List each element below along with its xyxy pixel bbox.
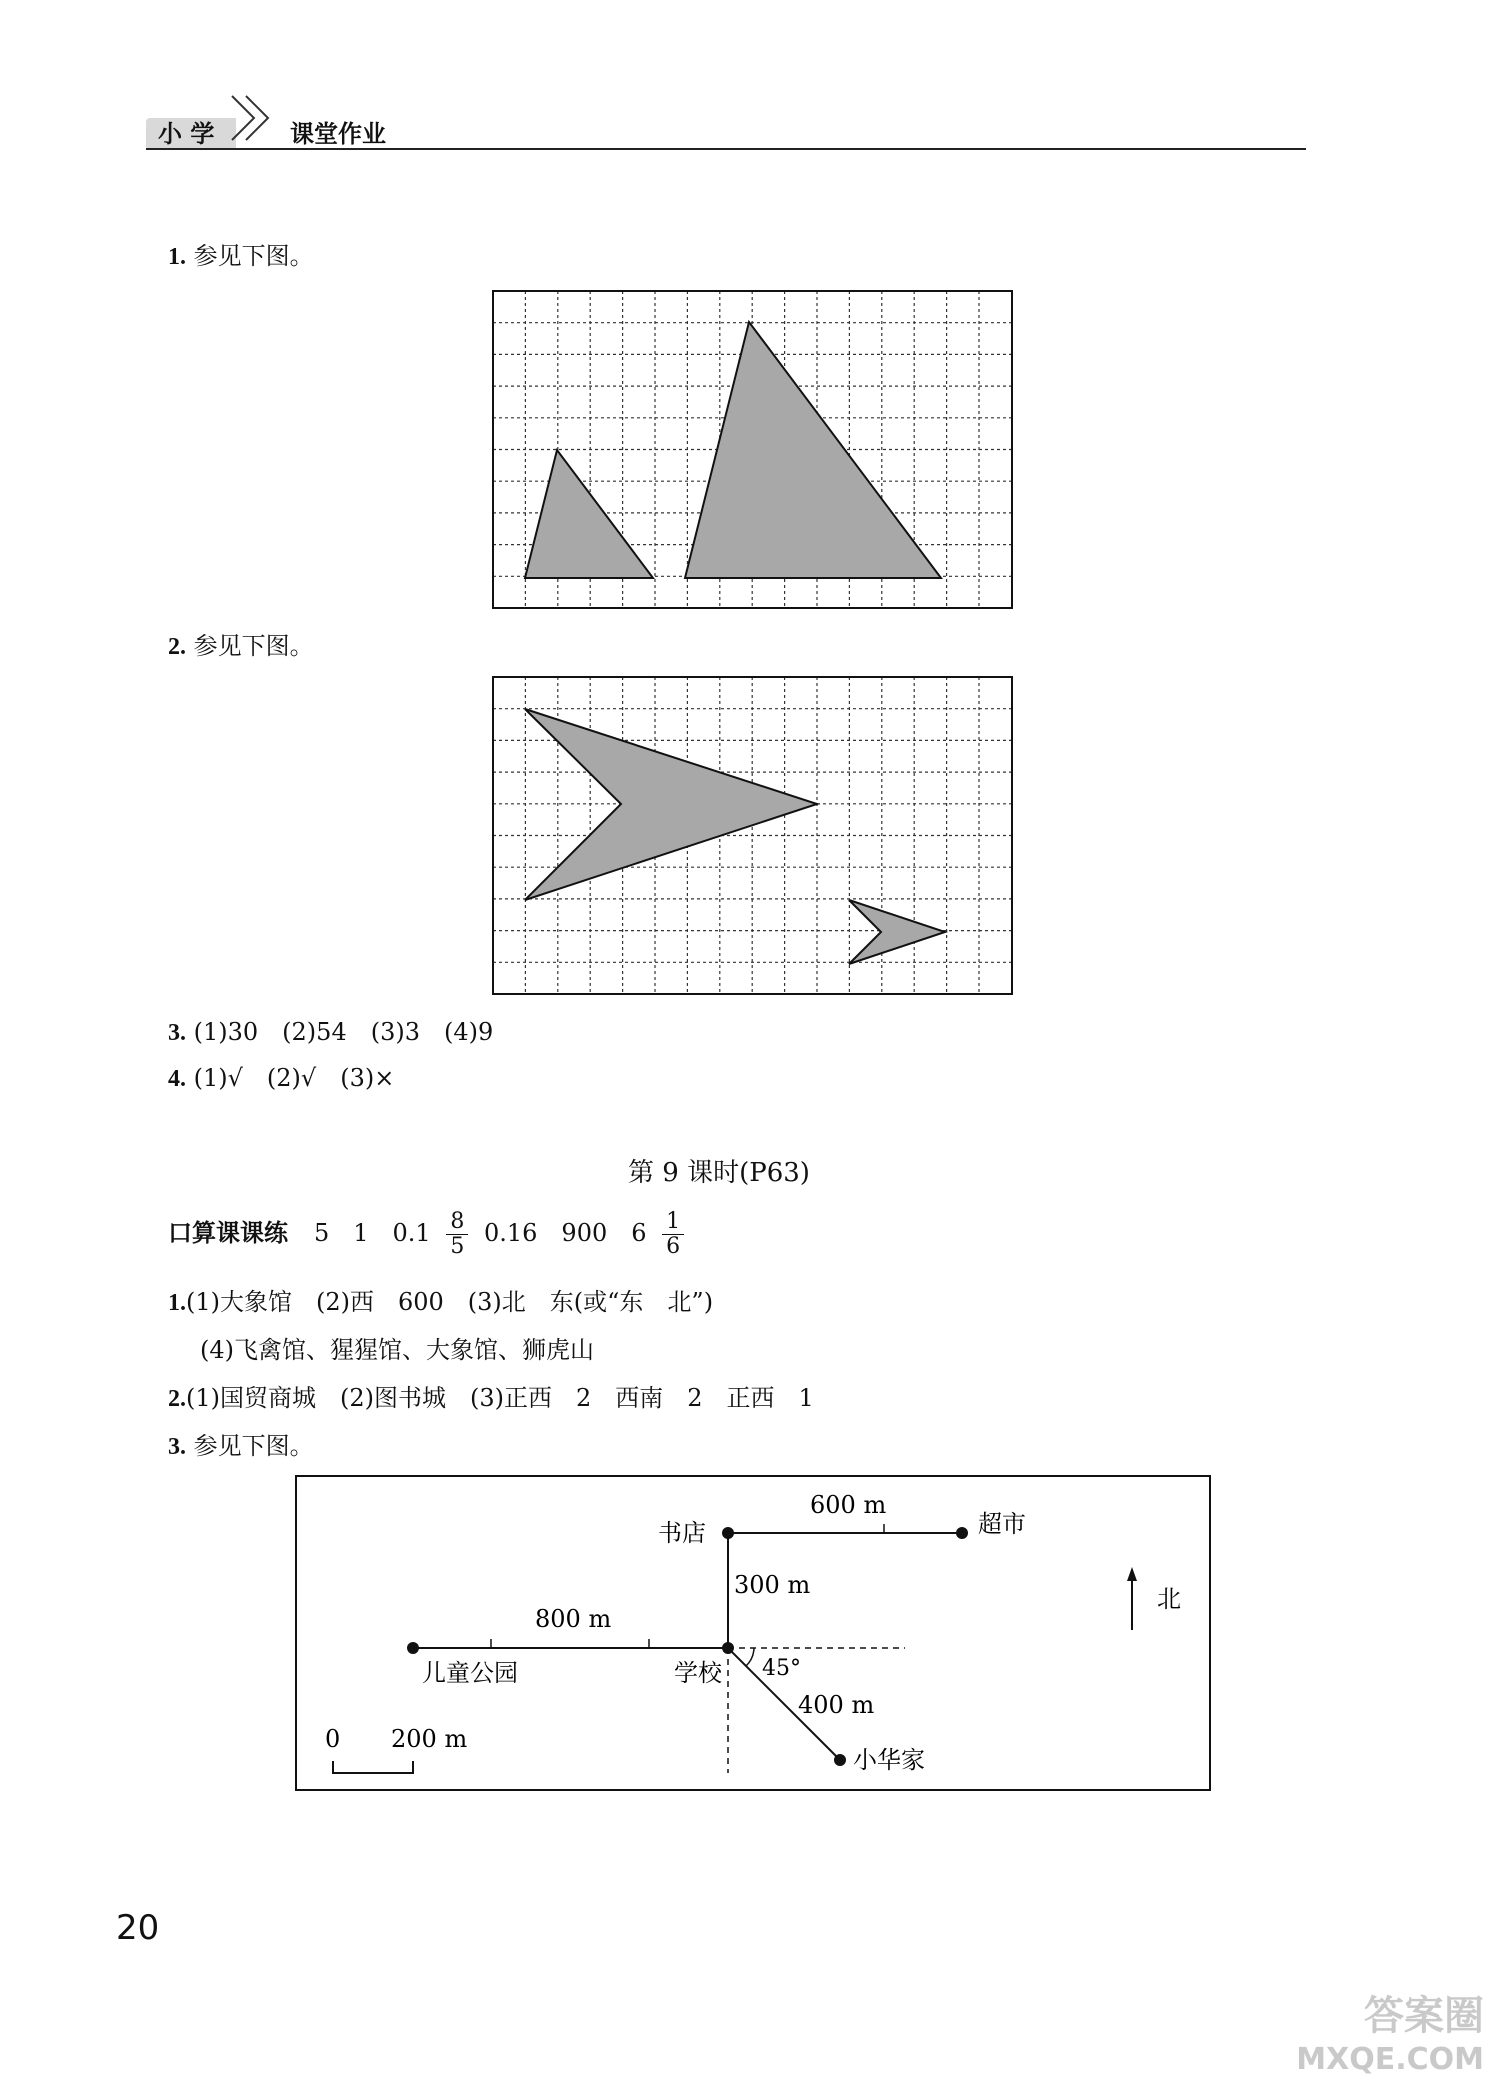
- scale-zero: 0: [325, 1725, 341, 1753]
- lesson-answer-3: 3. 参见下图。: [168, 1432, 314, 1460]
- grid-figure-1: [492, 290, 1014, 610]
- header-series: 课堂作业: [290, 120, 386, 148]
- small-triangle: [525, 450, 653, 578]
- page-number: 20: [116, 1908, 160, 1948]
- home-point: [834, 1754, 846, 1766]
- bookstore-label: 书店: [658, 1519, 706, 1547]
- answer-2: 2. 参见下图。: [168, 632, 314, 660]
- answer-3: 3. (1)30 (2)54 (3)3 (4)9: [168, 1018, 494, 1046]
- oral-values-a: 5 1 0.1: [314, 1219, 431, 1247]
- distance-600: 600 m: [810, 1491, 887, 1519]
- north-label: 北: [1157, 1585, 1181, 1613]
- fraction-8-5: $\frac{8}{5}$: [446, 1210, 468, 1259]
- small-arrow-shape: [849, 900, 945, 964]
- oral-practice: [168, 1210, 692, 1259]
- distance-400: 400 m: [798, 1691, 875, 1719]
- oral-label: 口算课课练: [168, 1219, 288, 1247]
- grid-figure-2: [492, 676, 1014, 996]
- scale-unit: 200 m: [391, 1725, 468, 1753]
- chevron-icon: [228, 92, 278, 144]
- fraction-1-6: $\frac{1}{6}$: [662, 1210, 684, 1259]
- school-point: [722, 1642, 734, 1654]
- park-label: 儿童公园: [422, 1659, 518, 1687]
- north-arrow-head: [1127, 1567, 1137, 1581]
- route-map: [295, 1475, 1211, 1791]
- home-label: 小华家: [853, 1746, 925, 1774]
- lesson-title: 第 9 课时(P63): [628, 1158, 810, 1188]
- answer-4: 4. (1)√ (2)√ (3)×: [168, 1064, 395, 1092]
- lesson-answer-1-line2: (4)飞禽馆、猩猩馆、大象馆、狮虎山: [200, 1336, 594, 1364]
- header-rule: [146, 148, 1306, 150]
- answer-1: 1. 参见下图。: [168, 242, 314, 270]
- school-label: 学校: [674, 1659, 722, 1687]
- watermark: 答案圈 MXQE.COM: [1296, 1993, 1484, 2077]
- angle-label: 45°: [762, 1656, 801, 1681]
- bookstore-point: [722, 1527, 734, 1539]
- supermarket-label: 超市: [978, 1510, 1026, 1538]
- scale-bar: [333, 1761, 413, 1773]
- distance-300: 300 m: [734, 1571, 811, 1599]
- angle-arc: [746, 1648, 754, 1666]
- large-arrow-shape: [525, 709, 817, 900]
- oral-values-b: 0.16 900 6: [484, 1219, 647, 1247]
- header-subject: 小 学: [158, 120, 215, 148]
- lesson-answer-2: 2.(1)国贸商城 (2)图书城 (3)正西 2 西南 2 正西 1: [168, 1384, 814, 1412]
- lesson-answer-1-line1: 1.(1)大象馆 (2)西 600 (3)北 东(或“东 北”): [168, 1288, 714, 1316]
- distance-800: 800 m: [535, 1605, 612, 1633]
- supermarket-point: [956, 1527, 968, 1539]
- park-point: [407, 1642, 419, 1654]
